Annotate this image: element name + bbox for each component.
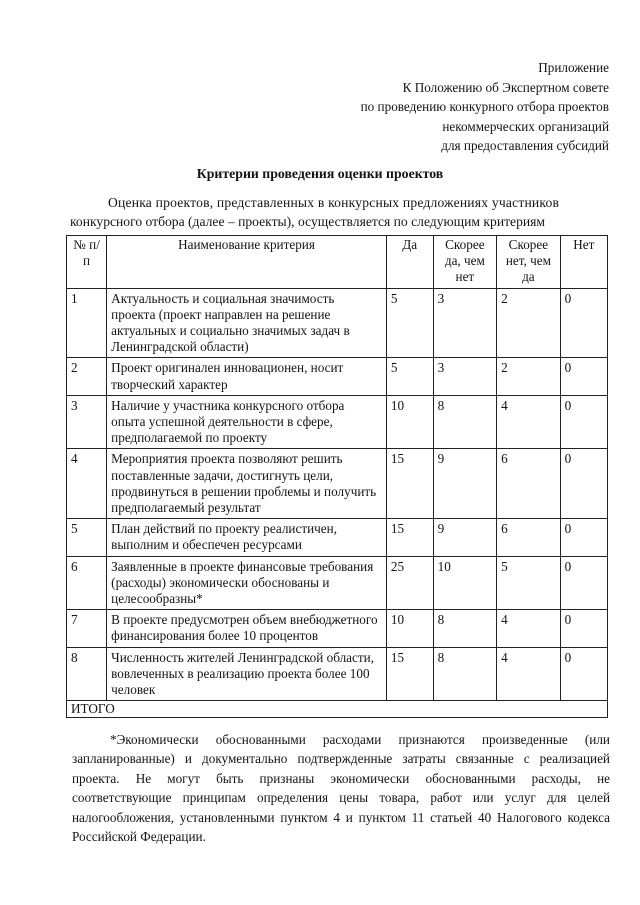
row-score-net: 0 (560, 449, 607, 519)
row-score-net: 0 (560, 610, 607, 647)
annex-line: по проведению конкурного отбора проектов (360, 99, 609, 115)
total-label: ИТОГО (67, 701, 608, 718)
row-score-skoree-net: 2 (497, 288, 561, 358)
row-num: 1 (67, 288, 107, 358)
row-criterion: Численность жителей Ленинградской области, вовлеченных в реализацию проекта более 100 человек (107, 647, 387, 701)
row-score-skoree-da: 9 (433, 519, 497, 556)
intro-line: конкурсного отбора (далее – проекты), осуществляется по следующим критериям (70, 214, 545, 229)
row-num: 5 (67, 519, 107, 556)
table-row (67, 610, 608, 647)
row-score-da: 25 (386, 556, 433, 610)
row-num: 6 (67, 556, 107, 610)
header-name: Наименование критерия (107, 236, 387, 289)
row-score-skoree-net: 5 (497, 556, 561, 610)
table-header-row (67, 236, 608, 289)
row-criterion: План действий по проекту реалистичен, выполним и обеспечен ресурсами (107, 519, 387, 556)
row-score-skoree-net: 6 (497, 449, 561, 519)
row-criterion: Заявленные в проекте финансовые требования (расходы) экономически обоснованы и целесообразны* (107, 556, 387, 610)
criteria-table (66, 235, 608, 718)
row-score-da: 10 (386, 610, 433, 647)
row-score-da: 5 (386, 358, 433, 395)
table-row (67, 519, 608, 556)
row-criterion: Актуальность и социальная значимость проекта (проект направлен на решение актуальных и социально значимых задач в Ленинградской области) (107, 288, 387, 358)
row-num: 7 (67, 610, 107, 647)
row-score-skoree-net: 4 (497, 610, 561, 647)
table-row (67, 449, 608, 519)
row-criterion: Наличие у участника конкурсного отбора опыта успешной деятельности в сфере, предполагаемой по проекту (107, 395, 387, 449)
header-num: № п/п (67, 236, 107, 289)
row-criterion: Мероприятия проекта позволяют решить поставленные задачи, достигнуть цели, продвинуться в решении проблемы и получить предполагаемый результат (107, 449, 387, 519)
annex-line: К Положению об Экспертном совете (402, 79, 609, 95)
document-title: Критерии проведения оценки проектов (196, 166, 444, 181)
row-score-net: 0 (560, 556, 607, 610)
row-score-skoree-da: 8 (433, 395, 497, 449)
row-score-net: 0 (560, 395, 607, 449)
table-row (67, 288, 608, 358)
row-score-skoree-da: 10 (433, 556, 497, 610)
row-score-skoree-net: 2 (497, 358, 561, 395)
row-num: 4 (67, 449, 107, 519)
row-num: 8 (67, 647, 107, 701)
annex-line: Приложение (538, 60, 609, 75)
row-score-da: 10 (386, 395, 433, 449)
annex-line: для предоставления субсидий (441, 138, 609, 154)
row-score-skoree-da: 3 (433, 358, 497, 395)
row-score-net: 0 (560, 519, 607, 556)
row-score-net: 0 (560, 647, 607, 701)
intro-paragraph (70, 193, 608, 231)
row-score-skoree-da: 3 (433, 288, 497, 358)
header-da: Да (386, 236, 433, 289)
row-score-da: 15 (386, 519, 433, 556)
annex-header (361, 58, 609, 156)
row-score-skoree-net: 4 (497, 647, 561, 701)
table-total-row (67, 701, 608, 718)
row-num: 2 (67, 358, 107, 395)
row-score-skoree-da: 8 (433, 647, 497, 701)
row-score-net: 0 (560, 288, 607, 358)
row-score-skoree-da: 8 (433, 610, 497, 647)
row-score-net: 0 (560, 358, 607, 395)
table-row (67, 395, 608, 449)
intro-line: Оценка проектов, представленных в конкурсных предложениях участников (108, 195, 560, 210)
row-score-da: 15 (386, 449, 433, 519)
row-score-skoree-net: 6 (497, 519, 561, 556)
row-score-skoree-da: 9 (433, 449, 497, 519)
table-row (67, 358, 608, 395)
row-score-da: 15 (386, 647, 433, 701)
row-score-da: 5 (386, 288, 433, 358)
header-skoree-net: Скорее нет, чем да (497, 236, 561, 289)
row-score-skoree-net: 4 (497, 395, 561, 449)
table-row (67, 647, 608, 701)
footnote: *Экономически обоснованными расходами признаются произведенные (или запланированные) и документально подтвержденные затраты связанные с реализацией проекта. Не могут быть признаны экономически обоснованными расходы, не соответствующие принципам определения цены товара, работ или услуг для целей налогообложения, установленными пунктом 4 и пунктом 11 статьей 40 Налогового кодекса Российской Федерации. (72, 732, 610, 845)
header-net: Нет (560, 236, 607, 289)
annex-line: некоммерческих организаций (442, 118, 609, 134)
row-num: 3 (67, 395, 107, 449)
row-criterion: В проекте предусмотрен объем внебюджетного финансирования более 10 процентов (107, 610, 387, 647)
row-criterion: Проект оригинален инновационен, носит творческий характер (107, 358, 387, 395)
header-skoree-da: Скорее да, чем нет (433, 236, 497, 289)
table-row (67, 556, 608, 610)
